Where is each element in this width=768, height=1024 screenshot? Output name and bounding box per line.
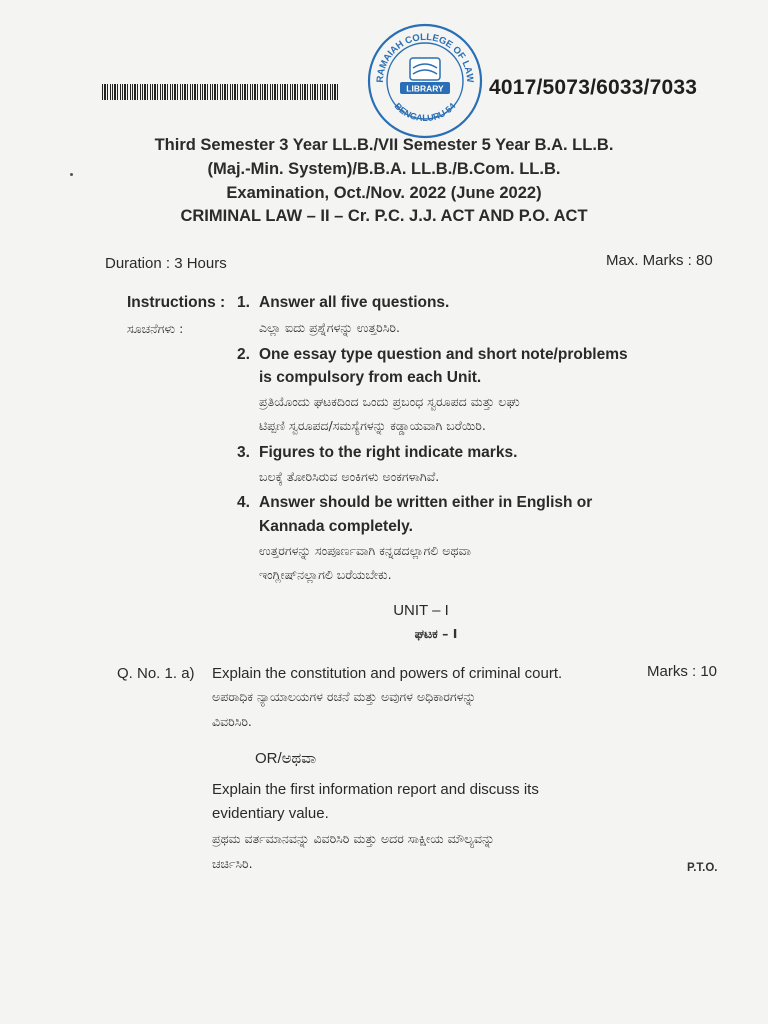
instruction-number: 2. <box>237 346 250 363</box>
question-1b-kn-line-2: ಚರ್ಚಿಸಿರಿ. <box>212 856 253 871</box>
question-1b-kn-line-1: ಪ್ರಥಮ ವರ್ತಮಾನವನ್ನು ವಿವರಿಸಿರಿ ಮತ್ತು ಅದರ ಸಾಕ್ಷೀಯ ಮೌಲ್ಯವನ್ನು <box>212 831 495 846</box>
library-stamp-icon <box>366 22 484 140</box>
stamp-bottom-text: BENGALURU-54 <box>392 100 458 124</box>
instruction-number: 4. <box>237 494 250 511</box>
instruction-2-text-line-2: is compulsory from each Unit. <box>259 369 482 386</box>
instruction-4-kn-line-2: ಇಂಗ್ಲೀಷ್‌ನಲ್ಲಾಗಲಿ ಬರೆಯಬೇಕು. <box>259 567 392 582</box>
instruction-1-text: Answer all five questions. <box>259 294 450 311</box>
title-line-4: CRIMINAL LAW – II – Cr. P.C. J.J. ACT AND P.O. ACT <box>180 207 588 225</box>
title-line-1: Third Semester 3 Year LL.B./VII Semester 5 Year B.A. LL.B. <box>154 136 614 154</box>
instruction-number: 3. <box>237 444 250 461</box>
unit-heading: UNIT – I <box>393 602 449 619</box>
question-marks: Marks : 10 <box>647 663 718 680</box>
question-number: Q. No. 1. a) <box>117 665 195 682</box>
title-line-3: Examination, Oct./Nov. 2022 (June 2022) <box>226 184 542 202</box>
question-1a-text: Explain the constitution and powers of criminal court. <box>212 665 563 682</box>
instruction-2-kn-line-2: ಟಿಪ್ಪಣಿ ಸ್ವರೂಪದ/ಸಮಸ್ಯೆಗಳನ್ನು ಕಡ್ಡಾಯವಾಗಿ ಬರೆಯಿರಿ. <box>259 418 486 433</box>
instruction-4-kn-line-1: ಉತ್ತರಗಳನ್ನು ಸಂಪೂರ್ಣವಾಗಿ ಕನ್ನಡದಲ್ಲಾಗಲಿ ಅಥವಾ <box>259 543 471 558</box>
duration: Duration : 3 Hours <box>105 255 227 272</box>
question-1b-text-line-1: Explain the first information report and discuss its <box>212 781 539 798</box>
max-marks: Max. Marks : 80 <box>606 252 713 269</box>
pto-label: P.T.O. <box>687 862 718 874</box>
title-line-2: (Maj.-Min. System)/B.B.A. LL.B./B.Com. LL.B. <box>207 160 561 178</box>
question-1b-text-line-2: evidentiary value. <box>212 805 329 822</box>
instruction-2-text-line-1: One essay type question and short note/problems <box>259 346 628 363</box>
stamp-center-text: LIBRARY <box>406 83 444 94</box>
instruction-4-text-line-1: Answer should be written either in English or <box>259 494 593 511</box>
unit-heading-kn: ಘಟಕ – I <box>414 626 458 641</box>
instructions-label-kn: ಸೂಚನೆಗಳು : <box>127 321 184 336</box>
question-1a-kn-line-1: ಅಪರಾಧಿಕ ನ್ಯಾಯಾಲಯಗಳ ರಚನೆ ಮತ್ತು ಅವುಗಳ ಅಧಿಕಾರಗಳನ್ನು <box>212 689 477 704</box>
or-separator: OR/ಅಥವಾ <box>255 750 317 767</box>
question-1a-kn-line-2: ವಿವರಿಸಿರಿ. <box>212 714 252 729</box>
barcode-icon <box>102 84 340 100</box>
instruction-1-kn: ಎಲ್ಲಾ ಐದು ಪ್ರಶ್ನೆಗಳನ್ನು ಉತ್ತರಿಸಿರಿ. <box>259 320 400 335</box>
instruction-3-text: Figures to the right indicate marks. <box>259 444 518 461</box>
instruction-2-kn-line-1: ಪ್ರತಿಯೊಂದು ಘಟಕದಿಂದ ಒಂದು ಪ್ರಬಂಧ ಸ್ವರೂಪದ ಮತ್ತು ಲಘು <box>259 394 520 409</box>
paper-code: 4017/5073/6033/7033 <box>489 76 698 99</box>
instructions-label: Instructions : <box>127 294 226 311</box>
svg-text:BENGALURU-54 <box>393 101 458 123</box>
instruction-4-text-line-2: Kannada completely. <box>259 518 413 535</box>
instruction-number: 1. <box>237 294 250 311</box>
instruction-3-kn: ಬಲಕ್ಕೆ ತೋರಿಸಿರುವ ಅಂಕಿಗಳು ಅಂಕಗಳಾಗಿವೆ. <box>259 469 440 484</box>
stamp-top-text: RAMAIAH COLLEGE OF LAW <box>374 31 476 84</box>
